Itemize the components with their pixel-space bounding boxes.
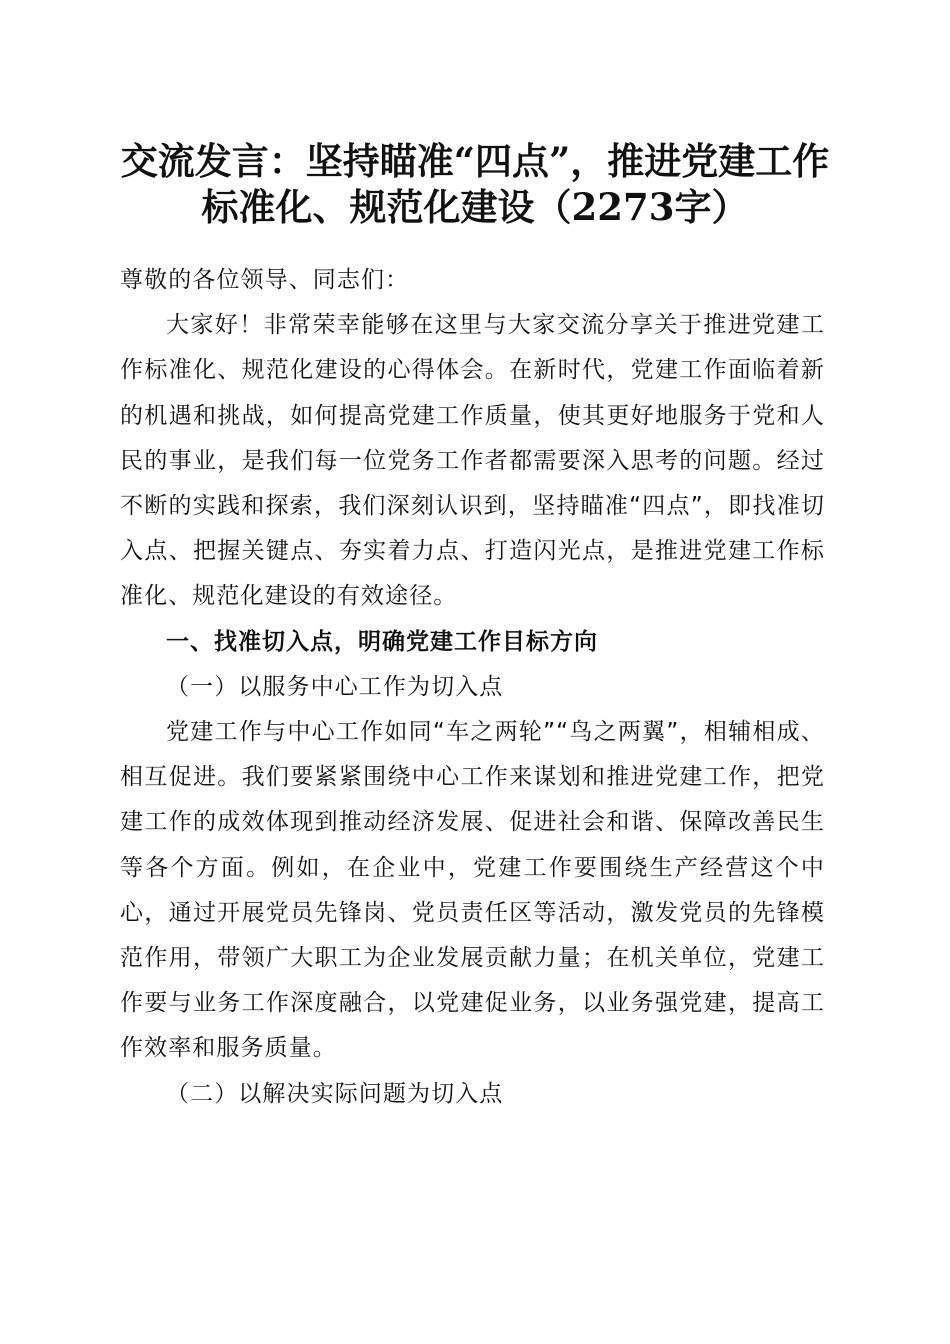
intro-paragraph: 大家好！非常荣幸能够在这里与大家交流分享关于推进党建工作标准化、规范化建设的心得体会。在新时代，党建工作面临着新的机遇和挑战，如何提高党建工作质量，使其更好地服务于党和人民的事业，是我们每一位党务工作者都需要深入思考的问题。经过不断的实践和探索，我们深刻认识到，坚持瞄准“四点”，即找准切入点、把握关键点、夯实着力点、打造闪光点，是推进党建工作标准化、规范化建设的有效途径。 [120,312,825,610]
subsection-1-heading: （一）以服务中心工作为切入点 [166,673,504,700]
document-body [120,258,825,1117]
document-title-line-1: 交流发言：坚持瞄准“四点”，推进党建工作 [120,139,830,183]
document-title-line-2: 标准化、规范化建设（2273字） [201,185,749,229]
subsection-1-paragraph: 党建工作与中心工作如同“车之两轮”“鸟之两翼”，相辅相成、相互促进。我们要紧紧围绕中心工作来谋划和推进党建工作，把党建工作的成效体现到推动经济发展、促进社会和谐、保障改善民生等各个方面。例如，在企业中，党建工作要围绕生产经营这个中心，通过开展党员先锋岗、党员责任区等活动，激发党员的先锋模范作用，带领广大职工为企业发展贡献力量；在机关单位，党建工作要与业务工作深度融合，以党建促业务，以业务强党建，提高工作效率和服务质量。 [120,719,825,1062]
section-1-heading: 一、找准切入点，明确党建工作目标方向 [166,628,598,655]
salutation: 尊敬的各位领导、同志们： [120,267,410,293]
subsection-2-heading: （二）以解决实际问题为切入点 [166,1080,504,1107]
